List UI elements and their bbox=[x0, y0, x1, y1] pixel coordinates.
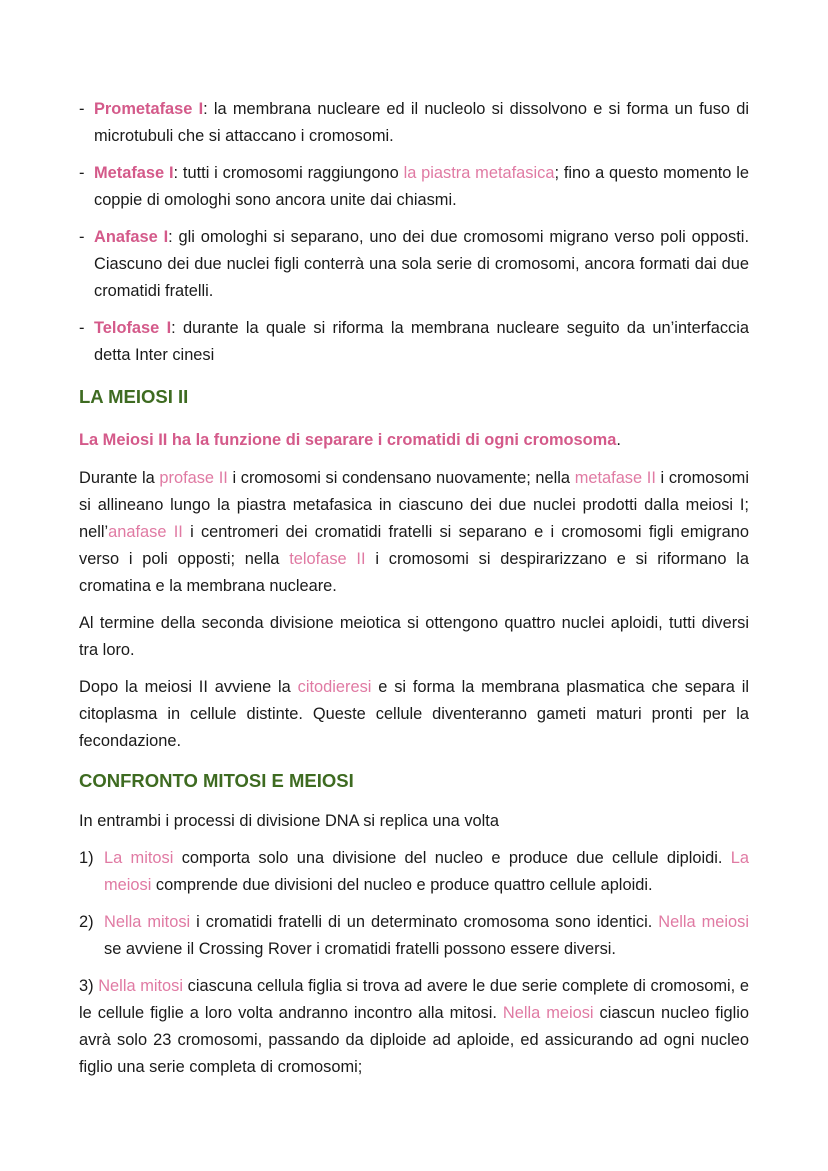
text: i centromeri dei cromatidi fratelli si separano e i cromosomi figli emigrano verso i poli opposti; nella bbox=[79, 523, 749, 568]
bullet-dash: - bbox=[79, 164, 85, 182]
text: comporta solo una divisione del nucleo e produce due cellule diploidi. bbox=[173, 849, 731, 867]
list-item-1 bbox=[79, 845, 749, 899]
bullet-metafase bbox=[79, 160, 749, 214]
bullet-text: : tutti i cromosomi raggiungono bbox=[173, 164, 404, 182]
text: i cromatidi fratelli di un determinato cromosoma sono identici. bbox=[190, 913, 659, 931]
term-metafase: Metafase I bbox=[94, 164, 174, 182]
bullet-text: : la membrana nucleare ed il nucleolo si dissolvono e si forma un fuso di microtubuli che si attaccano i cromosomi. bbox=[94, 100, 749, 145]
bullet-telofase bbox=[79, 315, 749, 369]
text: ciascun nucleo figlio avrà solo 23 cromosomi, passando da diploide ad aploide, ed assicurando ad ogni nucleo figlio una serie completa di cromosomi; bbox=[79, 1004, 749, 1076]
paragraph-citodieresi bbox=[79, 674, 749, 755]
highlight-nella-meiosi: Nella meiosi bbox=[658, 913, 749, 931]
heading-confronto: CONFRONTO MITOSI E MEIOSI bbox=[79, 770, 354, 791]
list-item-2 bbox=[79, 909, 749, 963]
highlight-anafase-ii: anafase II bbox=[108, 523, 183, 541]
subtitle-period: . bbox=[616, 431, 621, 449]
paragraph-nuclei-aploidi: Al termine della seconda divisione meiotica si ottengono quattro nuclei aploidi, tutti diversi tra loro. bbox=[79, 614, 749, 659]
term-telofase: Telofase I bbox=[94, 319, 172, 337]
highlight-citodieresi: citodieresi bbox=[297, 678, 372, 696]
text: comprende due divisioni del nucleo e produce quattro cellule aploidi. bbox=[151, 876, 653, 894]
subtitle-text: La Meiosi II ha la funzione di separare i cromatidi di ogni cromosoma bbox=[79, 431, 617, 449]
highlight-nella-mitosi: Nella mitosi bbox=[104, 913, 191, 931]
list-number: 3) bbox=[79, 977, 94, 995]
highlight-piastra: la piastra metafasica bbox=[403, 164, 555, 182]
text: i cromosomi si allineano lungo la piastra metafasica in ciascuno dei due nuclei prodotti dalla meiosi I; nell’ bbox=[79, 469, 749, 541]
list-number: 2) bbox=[79, 913, 94, 931]
highlight-la-mitosi: La mitosi bbox=[104, 849, 174, 867]
text: ciascuna cellula figlia si trova ad avere le due serie complete di cromosomi, e le cellule figlie a loro volta andranno incontro alla mitosi. bbox=[79, 977, 749, 1022]
text: Durante la bbox=[79, 469, 160, 487]
text: Dopo la meiosi II avviene la bbox=[79, 678, 298, 696]
bullet-anafase bbox=[79, 224, 749, 305]
list-item-3 bbox=[79, 973, 749, 1081]
highlight-nella-mitosi: Nella mitosi bbox=[98, 977, 184, 995]
text: i cromosomi si despirarizzano e si riformano la cromatina e la membrana nucleare. bbox=[79, 550, 749, 595]
bullet-dash: - bbox=[79, 228, 85, 246]
highlight-metafase-ii: metafase II bbox=[574, 469, 656, 487]
bullet-text: : gli omologhi si separano, uno dei due cromosomi migrano verso poli opposti. Ciascuno dei due nuclei figli conterrà una sola serie di cromosomi, ancora formati dai due cromatidi fratelli. bbox=[94, 228, 749, 300]
paragraph-fasi-meiosi-ii bbox=[79, 465, 749, 600]
bullet-dash: - bbox=[79, 100, 85, 118]
term-anafase: Anafase I bbox=[94, 228, 169, 246]
text: i cromosomi si condensano nuovamente; nella bbox=[227, 469, 575, 487]
text: se avviene il Crossing Rover i cromatidi fratelli possono essere diversi. bbox=[104, 940, 616, 958]
highlight-la-meiosi: La meiosi bbox=[104, 849, 749, 894]
highlight-telofase-ii: telofase II bbox=[289, 550, 366, 568]
heading-meiosi-ii: LA MEIOSI II bbox=[79, 386, 189, 407]
term-prometafase: Prometafase I bbox=[94, 100, 204, 118]
list-number: 1) bbox=[79, 849, 94, 867]
bullet-prometafase bbox=[79, 96, 749, 150]
subtitle-meiosi-ii bbox=[79, 427, 749, 454]
bullet-text: ; fino a questo momento le coppie di omologhi sono ancora unite dai chiasmi. bbox=[94, 164, 749, 209]
paragraph-intro-confronto: In entrambi i processi di divisione DNA si replica una volta bbox=[79, 812, 499, 830]
text: e si forma la membrana plasmatica che separa il citoplasma in cellule distinte. Queste cellule diventeranno gameti maturi pronti per la fecondazione. bbox=[79, 678, 749, 750]
bullet-text: : durante la quale si riforma la membrana nucleare seguito da un’interfaccia detta Inter cinesi bbox=[94, 319, 750, 364]
highlight-nella-meiosi: Nella meiosi bbox=[502, 1004, 594, 1022]
highlight-profase-ii: profase II bbox=[159, 469, 228, 487]
bullet-dash: - bbox=[79, 319, 85, 337]
